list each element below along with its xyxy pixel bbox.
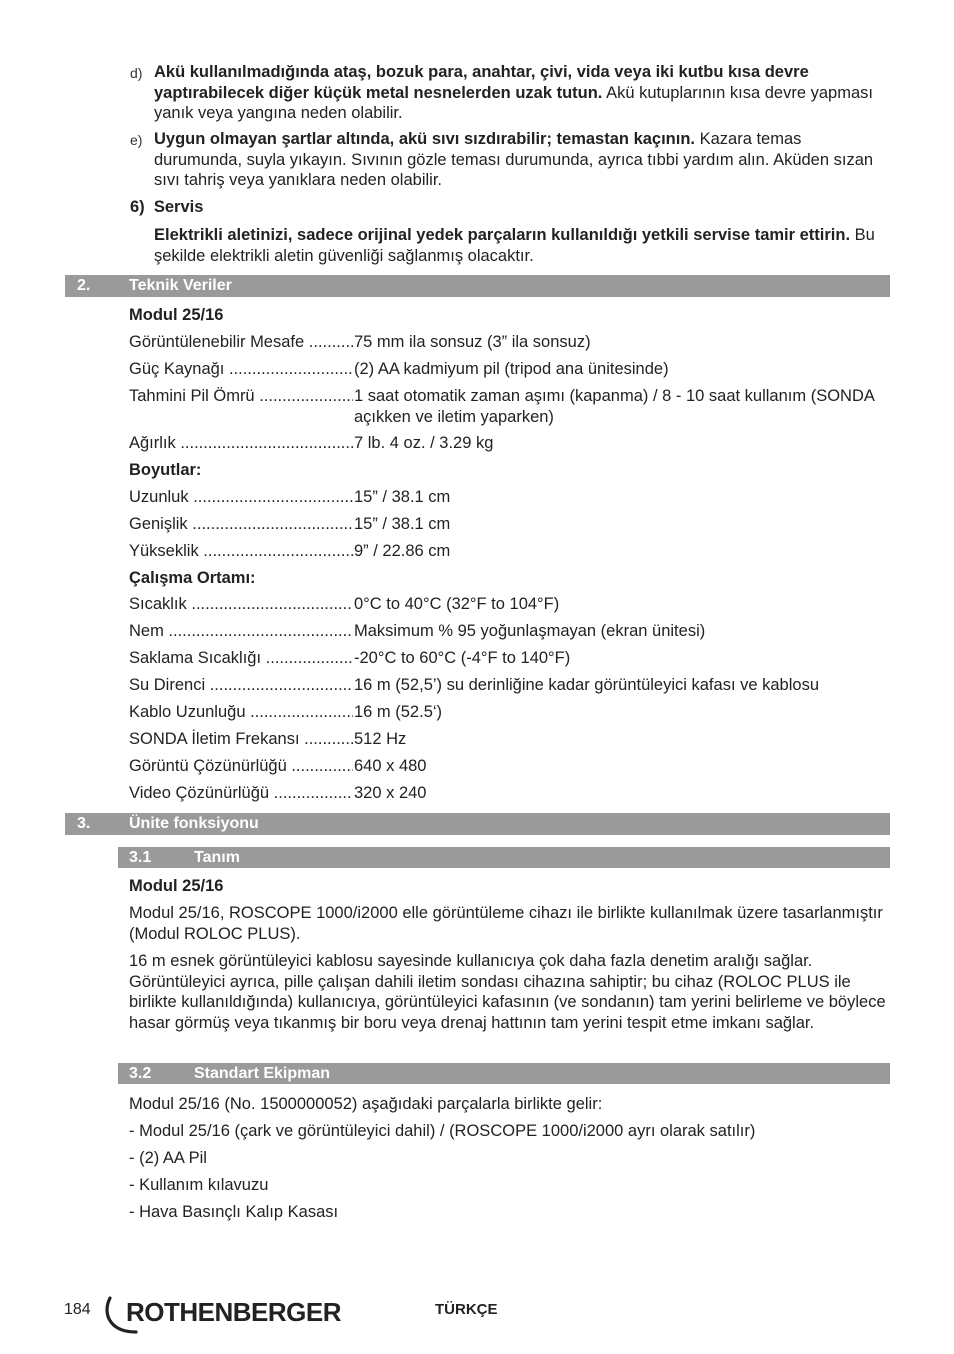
subsection-bar-standart-ekipman xyxy=(118,1063,890,1084)
spec-label: Nem ..... xyxy=(129,621,353,642)
servis-text: Bu şekilde elektrikli aletin güvenliği sağlanmış olacaktır. xyxy=(154,226,875,265)
spec-label: Genişlik ..... xyxy=(129,514,353,535)
section-number: 3. xyxy=(77,815,91,832)
brand-name: ROTHENBERGER xyxy=(126,1297,342,1327)
item-marker-d: d) xyxy=(130,65,143,81)
spec-row xyxy=(129,783,889,805)
spec-value: 1 saat otomatik zaman aşımı (kapanma) / 8 - 10 saat kullanım (SONDA açıkken ve iletim yaparken) xyxy=(354,387,874,426)
spec-row xyxy=(129,621,889,643)
spec-label: Kablo Uzunluğu ..... xyxy=(129,702,353,723)
section-bar-teknik-veriler xyxy=(65,275,890,297)
spec-label: Görüntü Çözünürlüğü ..... xyxy=(129,756,353,777)
language-label: TÜRKÇE xyxy=(435,1301,498,1318)
spec-value: 16 m (52.5‘) xyxy=(354,703,443,721)
spec-value: 75 mm ila sonsuz (3” ila sonsuz) xyxy=(354,333,591,351)
servis-heading: 6) Servis xyxy=(130,198,204,216)
spec-value: 15” / 38.1 cm xyxy=(354,488,451,506)
subsection-bar-tanim xyxy=(118,847,890,868)
spec-label: Uzunluk ..... xyxy=(129,487,353,508)
spec-value: (2) AA kadmiyum pil (tripod ana ünitesinde) xyxy=(354,360,669,378)
equipment-item: - Kullanım kılavuzu xyxy=(129,1176,269,1194)
spec-value: -20°C to 60°C (-4°F to 140°F) xyxy=(354,649,571,667)
brand-logo xyxy=(104,1294,354,1336)
spec-value: 16 m (52,5’) su derinliğine kadar görüntüleyici kafası ve kablosu xyxy=(354,676,819,694)
spec-value: 0°C to 40°C (32°F to 104°F) xyxy=(354,595,560,613)
spec-row xyxy=(129,386,889,426)
spec-label: Tahmini Pil Ömrü ..... xyxy=(129,386,353,407)
spec-label: Ağırlık ..... xyxy=(129,433,353,454)
servis-paragraph xyxy=(154,225,889,266)
safety-item-e xyxy=(154,129,889,191)
spec-row xyxy=(129,675,889,697)
subsection-title: Tanım xyxy=(194,849,240,866)
spec-row xyxy=(129,594,889,616)
spec-label: Yükseklik ..... xyxy=(129,541,353,562)
safety-item-e-bold: Uygun olmayan şartlar altında, akü sıvı sızdırabilir; temastan kaçının. xyxy=(154,130,696,148)
spec-value: 320 x 240 xyxy=(354,784,427,802)
equipment-item: - (2) AA Pil xyxy=(129,1149,207,1167)
subsection-title: Standart Ekipman xyxy=(194,1065,331,1082)
spec-label: Görüntülenebilir Mesafe ..... xyxy=(129,332,353,353)
spec-row xyxy=(129,487,889,509)
spec-label: SONDA İletim Frekansı ..... xyxy=(129,729,353,750)
spec-row xyxy=(129,648,889,670)
section-number: 2. xyxy=(77,277,91,294)
spec-value: 15” / 38.1 cm xyxy=(354,515,451,533)
section-bar-unite-fonksiyonu xyxy=(65,813,890,835)
safety-item-d-text: Akü kutuplarının kısa devre yapması yanık veya yangına neden olabilir. xyxy=(154,83,873,122)
spec-row xyxy=(129,433,889,455)
description-paragraph-2: 16 m esnek görüntüleyici kablosu sayesinde kullanıcıya çok daha fazla denetim aralığı sağlar. Görüntüleyici ayrıca, pille çalışan dahili iletim sondası cihazına sahiptir; bu cihaz (ROLOC PLUS ile birlikte kullanıldığında) kullanıcıya, görüntüleyici kafasının (ve sondanın) tam yerini belirleme ve böylece hasar görmüş veya tıkanmış bir boru veya drenaj hattının tam yerini tespit etme imkanı sağlar. xyxy=(129,952,886,1032)
equipment-item: - Modul 25/16 (çark ve görüntüleyici dahil) / (ROSCOPE 1000/i2000 ayrı olarak satılır) xyxy=(129,1122,756,1140)
spec-value: 640 x 480 xyxy=(354,757,427,775)
spec-label: Su Direnci ..... xyxy=(129,675,353,696)
servis-bold: Elektrikli aletinizi, sadece orijinal yedek parçaların kullanıldığı yetkili servise tamir ettirin. xyxy=(154,226,851,244)
spec-row xyxy=(129,359,889,381)
spec-row xyxy=(129,514,889,536)
spec-label: Sıcaklık ..... xyxy=(129,594,353,615)
model-heading-description: Modul 25/16 xyxy=(129,877,224,895)
safety-item-e-text: Kazara temas durumunda, suyla yıkayın. Sıvının gözle teması durumunda, ayrıca tıbbi yardım alın. Aküden sızan sıvı tahriş veya yanıklara neden olabilir. xyxy=(154,130,874,189)
section-title: Ünite fonksiyonu xyxy=(129,815,259,832)
environment-heading: Çalışma Ortamı: xyxy=(129,569,256,587)
page-number: 184 xyxy=(64,1301,91,1318)
dimensions-heading: Boyutlar: xyxy=(129,461,202,479)
section-title: Teknik Veriler xyxy=(129,277,232,294)
spec-value: Maksimum % 95 yoğunlaşmayan (ekran ünitesi) xyxy=(354,622,706,640)
spec-value: 7 lb. 4 oz. / 3.29 kg xyxy=(354,434,494,452)
equipment-intro: Modul 25/16 (No. 1500000052) aşağıdaki parçalarla birlikte gelir: xyxy=(129,1095,603,1113)
description-paragraph-1: Modul 25/16, ROSCOPE 1000/i2000 elle görüntüleme cihazı ile birlikte kullanılmak üzere tasarlanmıştır (Modul ROLOC PLUS). xyxy=(129,904,883,943)
safety-item-d xyxy=(154,62,889,124)
spec-row xyxy=(129,332,889,354)
spec-label: Saklama Sıcaklığı ..... xyxy=(129,648,353,669)
model-heading: Modul 25/16 xyxy=(129,306,224,324)
safety-item-d-bold: Akü kullanılmadığında ataş, bozuk para, anahtar, çivi, vida veya iki kutbu kısa devre yaptırabilecek diğer küçük metal nesnelerden uzak tutun. xyxy=(154,63,809,102)
spec-row xyxy=(129,729,889,751)
spec-value: 9” / 22.86 cm xyxy=(354,542,451,560)
spec-row xyxy=(129,702,889,724)
spec-label: Güç Kaynağı ..... xyxy=(129,359,353,380)
spec-row xyxy=(129,541,889,563)
spec-value: 512 Hz xyxy=(354,730,407,748)
subsection-number: 3.2 xyxy=(129,1065,152,1082)
equipment-item: - Hava Basınçlı Kalıp Kasası xyxy=(129,1203,339,1221)
subsection-number: 3.1 xyxy=(129,849,152,866)
item-marker-e: e) xyxy=(130,132,143,148)
spec-row xyxy=(129,756,889,778)
spec-label: Video Çözünürlüğü ..... xyxy=(129,783,353,804)
